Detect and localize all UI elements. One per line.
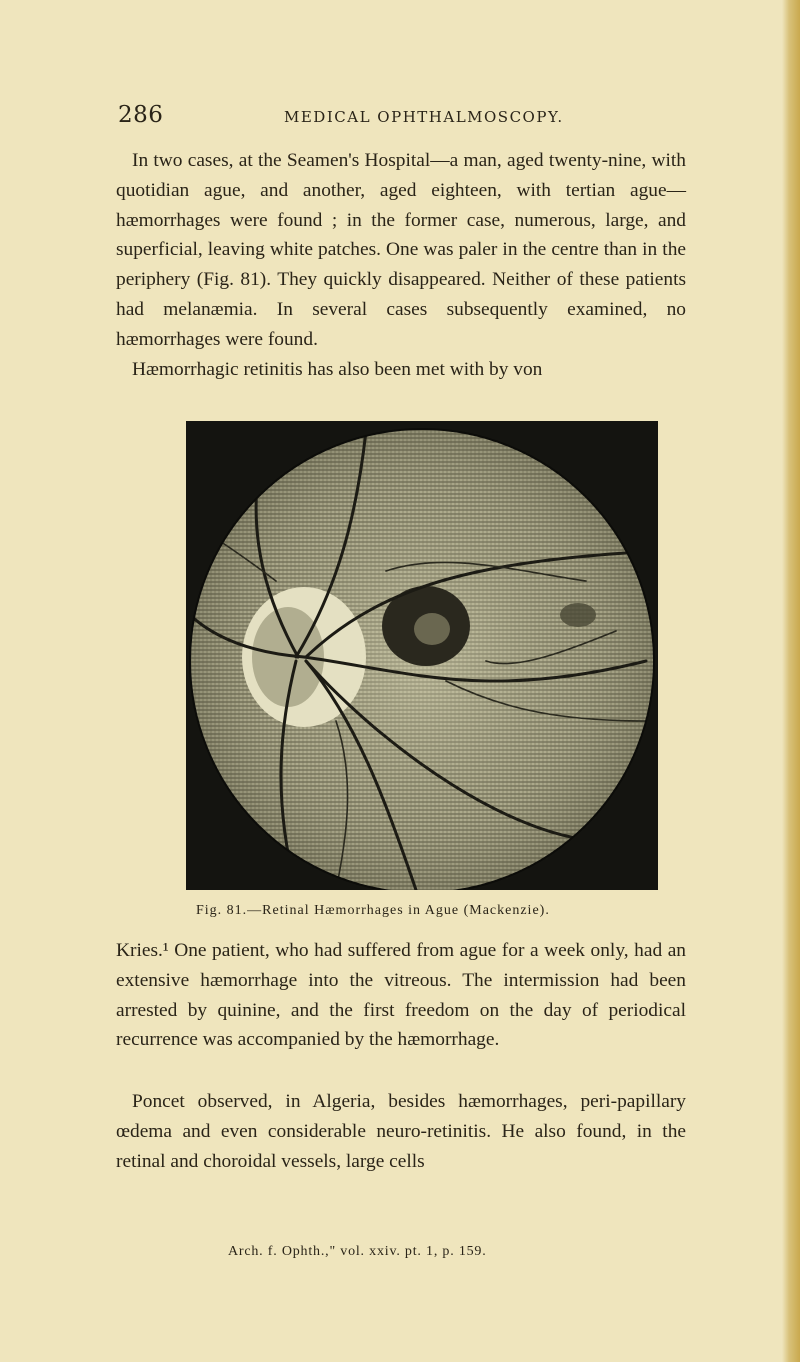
page-header [118,102,678,132]
paragraph-3-text: Kries.¹ One patient, who had suffered from ague for a week only, had an extensive hæmorrhage into the vitreous. The intermission had been arrested by quinine, and the first freedom on the day of periodical recurrence was accompanied by the hæmorrhage. [116,940,686,1051]
figure-caption: Fig. 81.—Retinal Hæmorrhages in Ague (Mackenzie). [196,903,550,918]
paragraph-4-text: Poncet observed, in Algeria, besides hæmorrhages, peri-papillary œdema and even considerable neuro-retinitis. He also found, in the retinal and choroidal vessels, large cells [116,1091,686,1172]
paragraph-4 [116,1087,686,1176]
paragraph-2 [116,355,686,385]
paragraph-1-text: In two cases, at the Seamen's Hospital—a man, aged twenty-nine, with quotidian ague, and another, aged eighteen, with tertian ague—hæmorrhages were found ; in the former case, numerous, large, and superficial, leaving white patches. One was paler in the centre than in the periphery (Fig. 81). They quickly disappeared. Neither of these patients had melanæmia. In several cases subsequently examined, no hæmorrhages were found. [116,150,686,350]
footnote: Arch. f. Ophth.," vol. xxiv. pt. 1, p. 159. [228,1244,487,1259]
paragraph-1 [116,146,686,355]
page-number: 286 [118,102,164,128]
paragraph-3 [116,936,686,1055]
fundus-illustration [186,421,658,890]
paragraph-2-text: Hæmorrhagic retinitis has also been met with by von [132,359,543,380]
page-edge [782,0,800,1362]
running-head: MEDICAL OPHTHALMOSCOPY. [284,108,564,126]
